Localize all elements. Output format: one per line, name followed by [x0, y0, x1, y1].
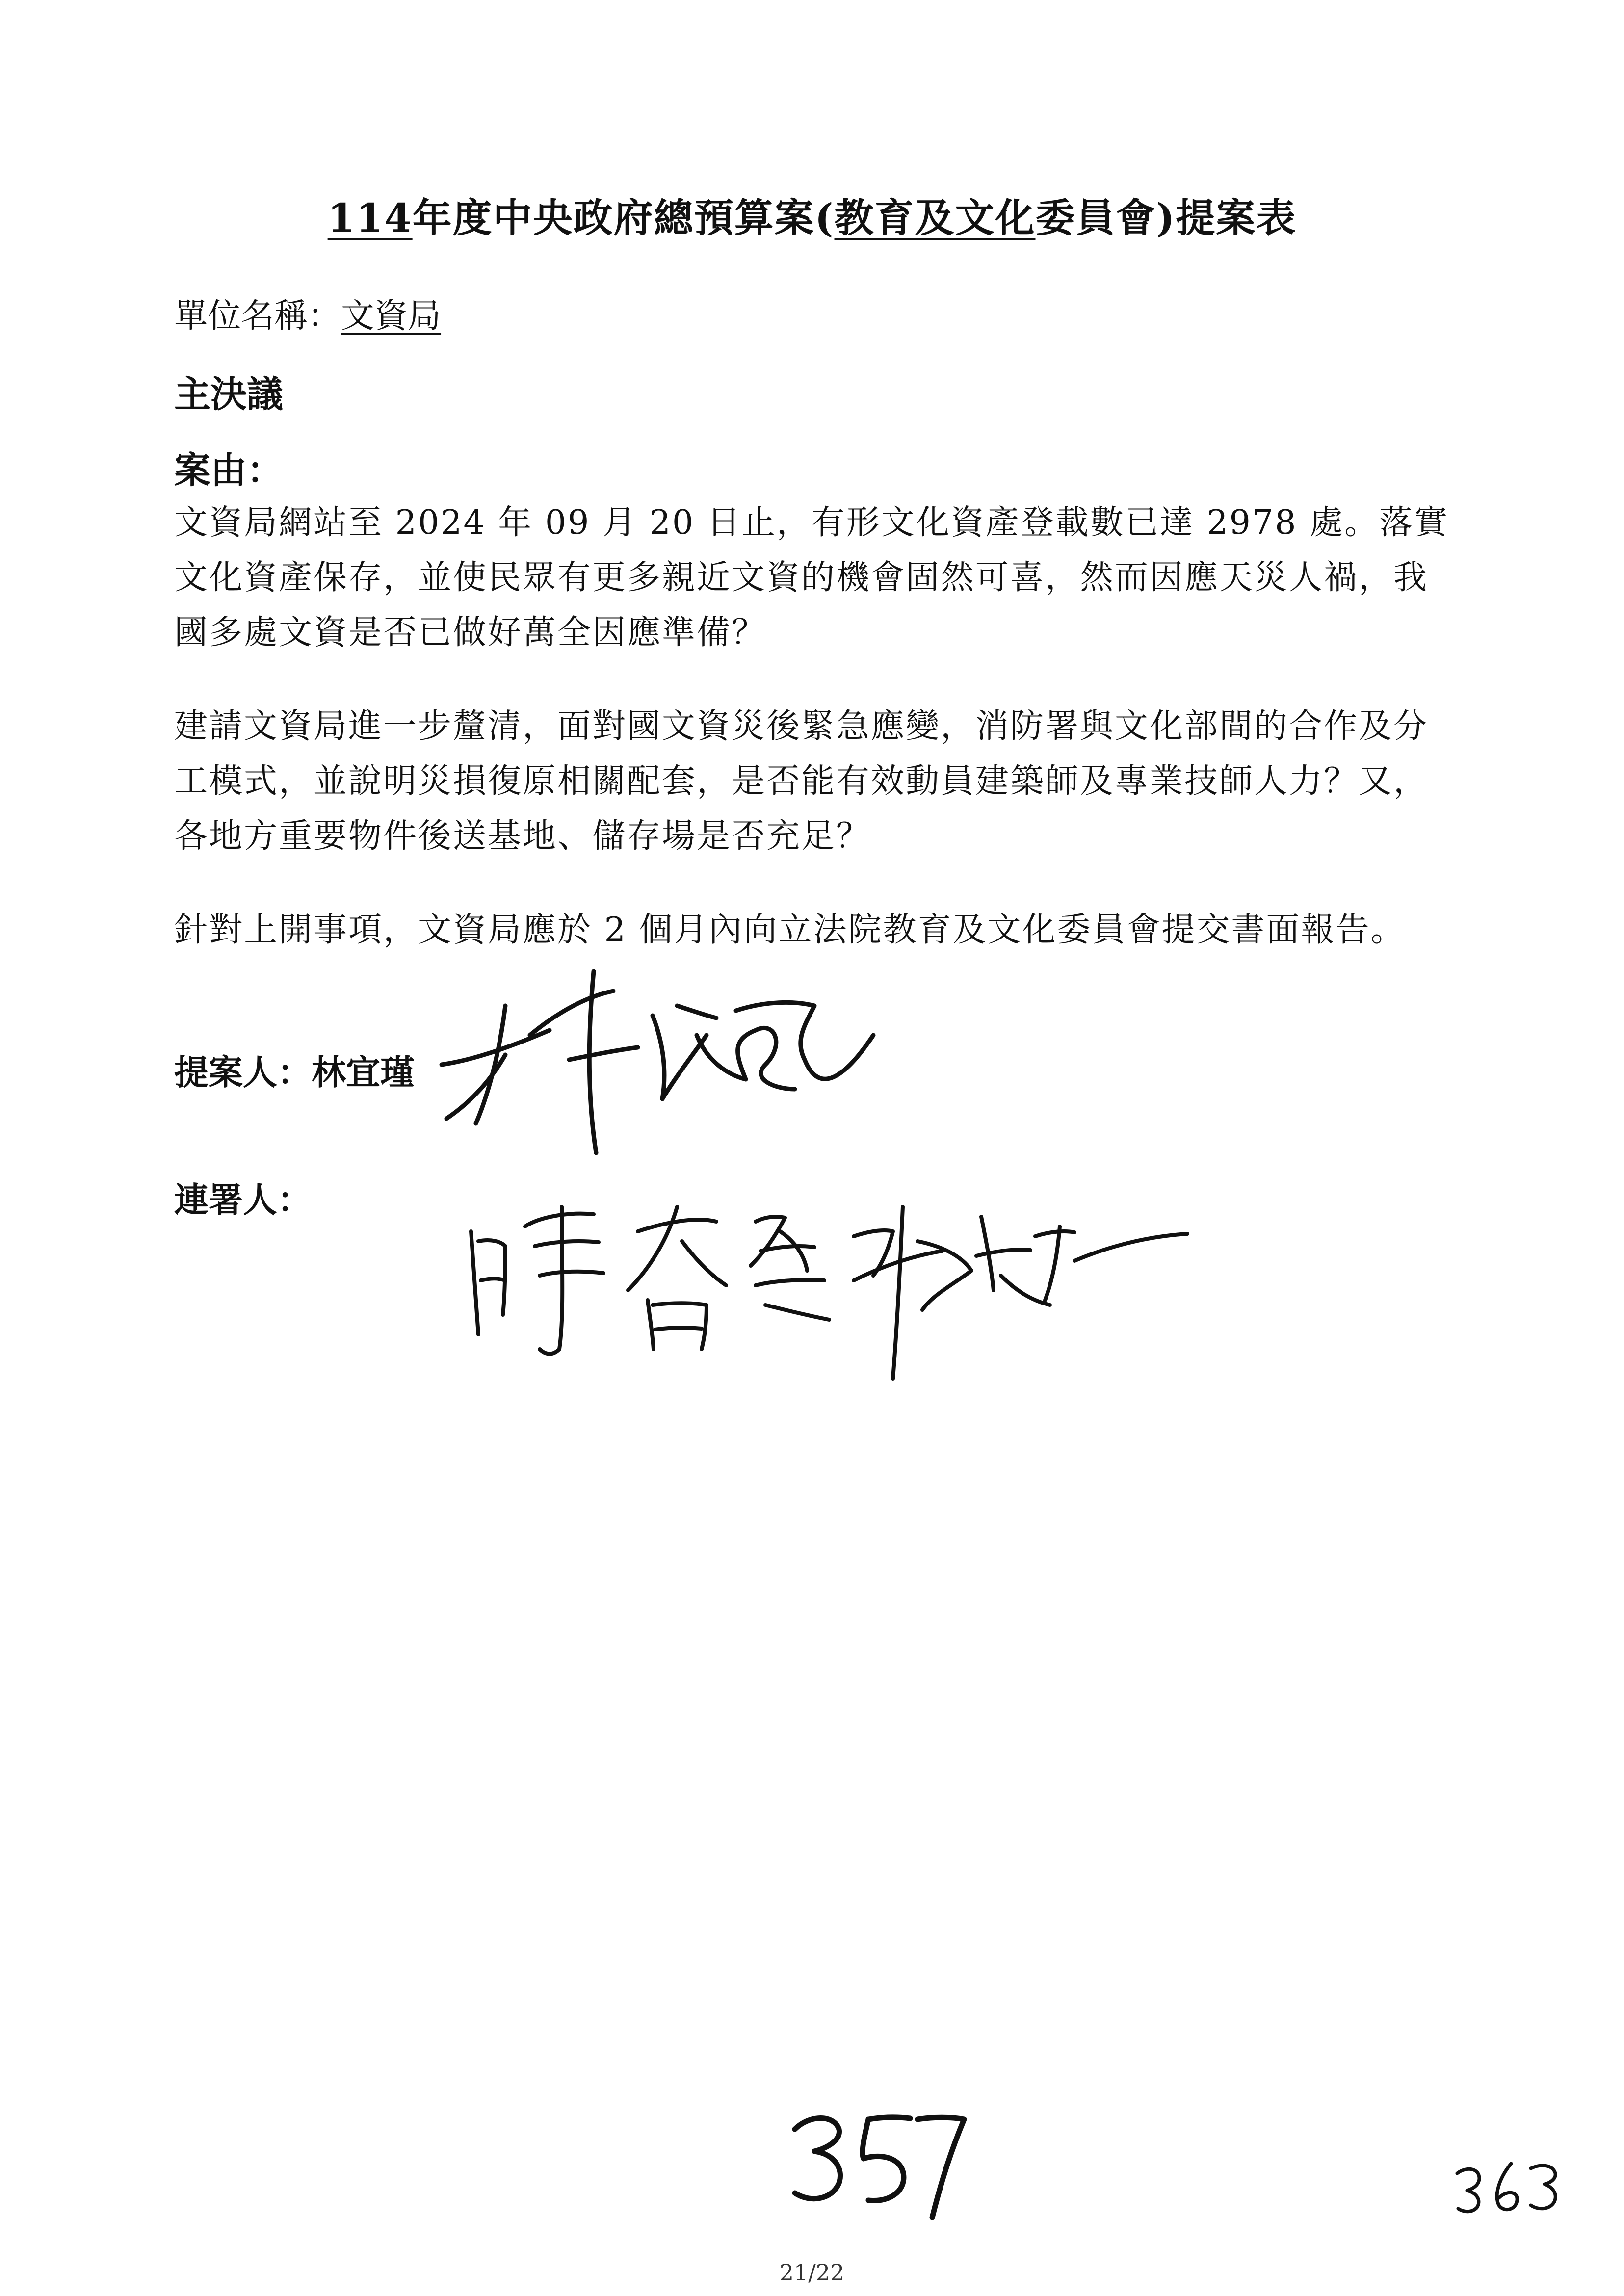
page-number: 21/22 [779, 2259, 845, 2286]
cosigner-signatures [461, 1187, 1246, 1383]
reason-paragraph-1: 文資局網站至 2024 年 09 月 20 日止，有形文化資產登載數已達 2978 處。落實文化資產保存，並使民眾有更多親近文資的機會固然可喜，然而因應天災人禍，我國多處文資是否已做好萬全因應準備？ [174, 503, 1449, 652]
title-part2: 委員會)提案表 [1035, 195, 1297, 241]
reason-paragraph-3: 針對上開事項，文資局應於 2 個月內向立法院教育及文化委員會提交書面報告。 [174, 911, 1406, 949]
unit-value: 文資局 [341, 297, 442, 336]
document-title [0, 186, 1624, 243]
proposer-signature [432, 962, 898, 1168]
handwritten-number-357 [785, 2100, 971, 2227]
title-committee: 教育及文化 [834, 195, 1036, 241]
reason-paragraph-2: 建請文資局進一步釐清，面對國文資災後緊急應變，消防署與文化部間的合作及分工模式，並說明災損復原相關配套，是否能有效動員建築師及專業技師人力？又，各地方重要物件後送基地、儲存場是否充足？ [174, 707, 1429, 856]
unit-line [174, 289, 441, 337]
main-resolution-heading: 主決議 [174, 373, 283, 416]
title-part1: 年度中央政府總預算案( [412, 195, 835, 241]
proposer-label: 提案人：林宜瑾 [174, 1052, 415, 1093]
reason-heading: 案由： [174, 449, 283, 492]
title-year: 114 [327, 195, 413, 241]
unit-label: 單位名稱： [174, 297, 341, 336]
cosigners-label: 連署人： [174, 1179, 312, 1220]
handwritten-number-363 [1452, 2149, 1570, 2227]
